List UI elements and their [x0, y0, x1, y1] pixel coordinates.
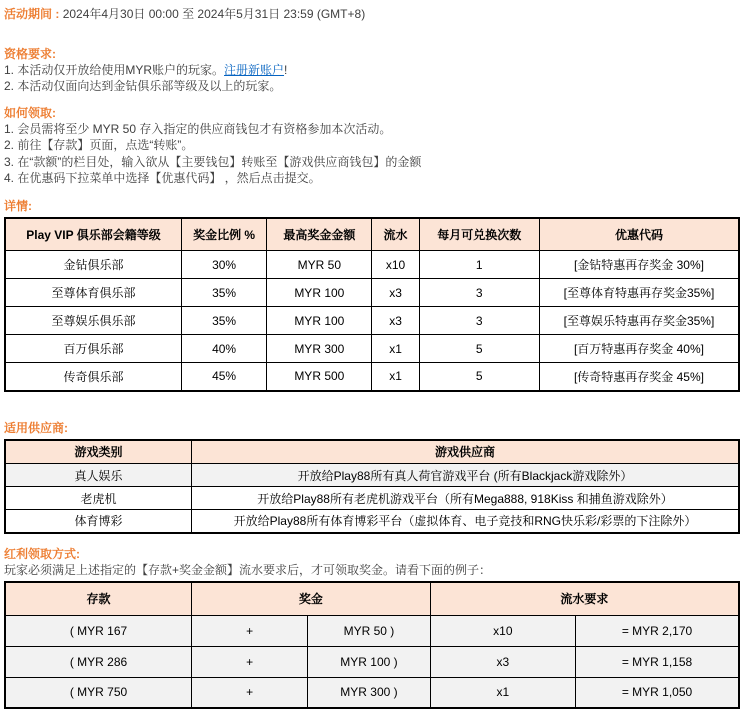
table-row — [5, 510, 739, 533]
table-cell: + — [192, 677, 308, 708]
table-cell: MYR 500 — [267, 363, 372, 391]
table-cell: MYR 50 ) — [308, 615, 430, 646]
section-title-eligibility: 资格要求: — [4, 46, 56, 61]
section-title-details: 详情: — [4, 198, 32, 213]
table-row — [5, 615, 739, 646]
table-cell: [至尊体育特惠再存奖金35%] — [539, 279, 739, 307]
promo-period-value: 2024年4月30日 00:00 至 2024年5月31日 23:59 (GMT+8) — [62, 7, 366, 21]
section-title-how-to-claim: 如何领取: — [4, 105, 56, 120]
table-cell: [金钻特惠再存奖金 30%] — [539, 251, 739, 279]
example-col-deposit: 存款 — [5, 582, 192, 615]
table-cell: 传奇俱乐部 — [5, 363, 181, 391]
table-row — [5, 646, 739, 677]
table-cell: MYR 300 — [267, 335, 372, 363]
promo-period-label: 活动期间 : — [4, 7, 60, 21]
table-cell: [百万特惠再存奖金 40%] — [539, 335, 739, 363]
table-cell: 百万俱乐部 — [5, 335, 181, 363]
table-cell: 30% — [181, 251, 266, 279]
vip-col-turnover: 流水 — [372, 218, 419, 251]
table-cell: 真人娱乐 — [5, 464, 192, 487]
table-cell: MYR 100 ) — [308, 646, 430, 677]
table-cell: 体育博彩 — [5, 510, 192, 533]
table-cell: 开放给Play88所有老虎机游戏平台（所有Mega888, 918Kiss 和捕鱼游戏除外） — [192, 487, 740, 510]
table-cell: 3 — [419, 307, 539, 335]
table-cell: 开放给Play88所有真人荷官游戏平台 (所有Blackjack游戏除外） — [192, 464, 740, 487]
vip-col-promo-code: 优惠代码 — [539, 218, 739, 251]
vip-col-bonus-rate: 奖金比例 % — [181, 218, 266, 251]
register-account-link[interactable]: 注册新账户 — [224, 62, 285, 77]
vip-col-tier: Play VIP 俱乐部会籍等级 — [5, 218, 181, 251]
table-cell: x10 — [372, 251, 419, 279]
table-cell: MYR 50 — [267, 251, 372, 279]
claim-step-2: 2. 前往【存款】页面，点选“转账”。 — [4, 138, 194, 152]
table-cell: ( MYR 167 — [5, 615, 192, 646]
table-cell: 40% — [181, 335, 266, 363]
eligibility-item-1-text: 1. 本活动仅开放给使用MYR账户的玩家。 — [4, 62, 225, 77]
providers-col-category: 游戏类别 — [5, 440, 192, 464]
claim-step-1: 1. 会员需将至少 MYR 50 存入指定的供应商钱包才有资格参加本次活动。 — [4, 121, 392, 136]
table-cell: 5 — [419, 335, 539, 363]
table-cell: MYR 300 ) — [308, 677, 430, 708]
table-cell: 35% — [181, 279, 266, 307]
table-cell: [至尊娱乐特惠再存奖金35%] — [539, 307, 739, 335]
table-row — [5, 335, 739, 363]
table-row — [5, 363, 739, 391]
table-cell: 金钻俱乐部 — [5, 251, 181, 279]
table-row — [5, 307, 739, 335]
table-cell: = MYR 1,050 — [576, 677, 739, 708]
vip-col-max-bonus: 最高奖金金额 — [267, 218, 372, 251]
table-row — [5, 487, 739, 510]
vip-col-monthly-claims: 每月可兑换次数 — [419, 218, 539, 251]
example-col-turnover-req: 流水要求 — [430, 582, 739, 615]
table-row — [5, 464, 739, 487]
vip-club-table — [4, 217, 740, 392]
table-cell: + — [192, 615, 308, 646]
example-table-header-row — [5, 582, 739, 615]
table-cell: 至尊体育俱乐部 — [5, 279, 181, 307]
table-cell: 开放给Play88所有体育博彩平台（虚拟体育、电子竞技和RNG快乐彩/彩票的下注除外） — [192, 510, 740, 533]
providers-table-header-row — [5, 440, 739, 464]
table-cell: ( MYR 286 — [5, 646, 192, 677]
table-cell: 1 — [419, 251, 539, 279]
table-cell: 3 — [419, 279, 539, 307]
example-col-bonus: 奖金 — [192, 582, 431, 615]
table-cell: 35% — [181, 307, 266, 335]
table-cell: ( MYR 750 — [5, 677, 192, 708]
claim-step-4: 4. 在优惠码下拉菜单中选择【优惠代码】 ，然后点击提交。 — [4, 171, 321, 185]
promo-period-line — [4, 6, 740, 23]
table-cell: = MYR 2,170 — [576, 615, 739, 646]
table-cell: 45% — [181, 363, 266, 391]
providers-col-supplier: 游戏供应商 — [192, 440, 740, 464]
table-cell: x10 — [430, 615, 575, 646]
vip-table-header-row — [5, 218, 739, 251]
table-cell: = MYR 1,158 — [576, 646, 739, 677]
table-cell: x3 — [372, 279, 419, 307]
table-cell: x3 — [372, 307, 419, 335]
eligibility-item-1 — [4, 62, 740, 79]
claim-step-3: 3. 在“款额”的栏目处，输入欲从【主要钱包】转账至【游戏供应商钱包】的金额 — [4, 154, 422, 169]
table-cell: 5 — [419, 363, 539, 391]
table-cell: + — [192, 646, 308, 677]
table-cell: 老虎机 — [5, 487, 192, 510]
table-cell: x3 — [430, 646, 575, 677]
table-row — [5, 677, 739, 708]
table-cell: 至尊娱乐俱乐部 — [5, 307, 181, 335]
table-row — [5, 279, 739, 307]
table-row — [5, 251, 739, 279]
bonus-claim-description: 玩家必须满足上述指定的【存款+奖金金额】流水要求后，才可领取奖金。请看下面的例子： — [4, 562, 492, 577]
turnover-example-table — [4, 581, 740, 709]
section-title-providers: 适用供应商: — [4, 420, 68, 435]
section-title-bonus-claim: 红利领取方式: — [4, 546, 80, 561]
table-cell: x1 — [372, 363, 419, 391]
table-cell: [传奇特惠再存奖金 45%] — [539, 363, 739, 391]
providers-table — [4, 439, 740, 534]
eligibility-item-1-suffix: ! — [284, 62, 288, 77]
table-cell: MYR 100 — [267, 279, 372, 307]
eligibility-item-2: 2. 本活动仅面向达到金钻俱乐部等级及以上的玩家。 — [4, 79, 282, 93]
table-cell: x1 — [372, 335, 419, 363]
table-cell: x1 — [430, 677, 575, 708]
table-cell: MYR 100 — [267, 307, 372, 335]
